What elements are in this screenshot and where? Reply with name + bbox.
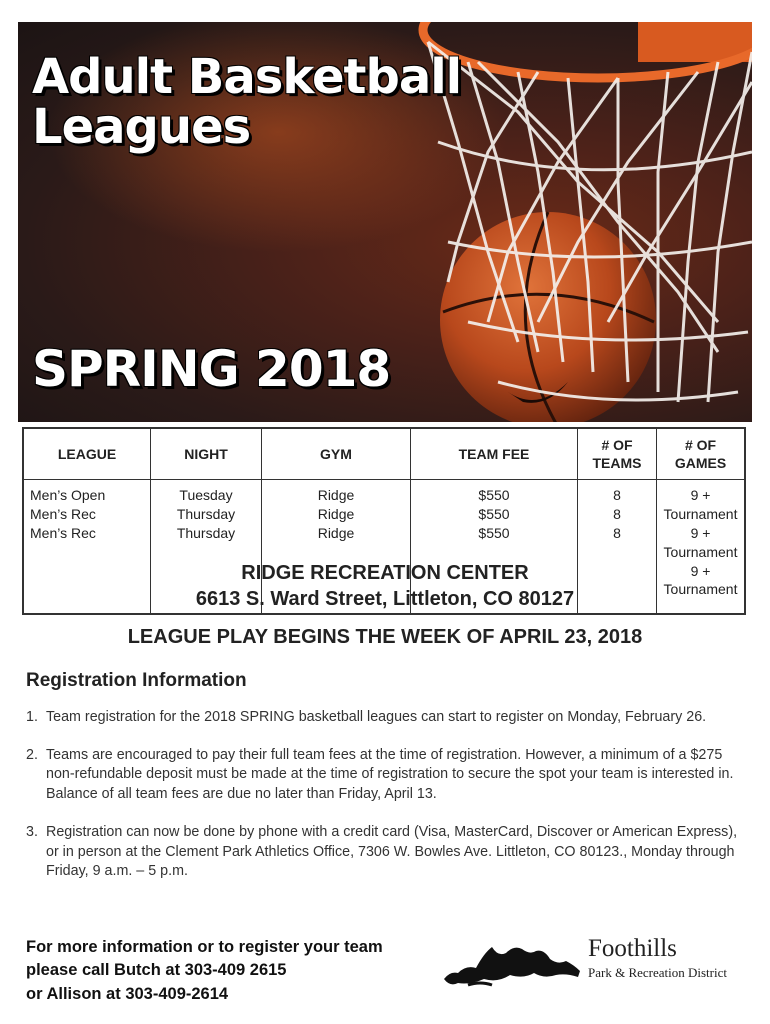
registration-list xyxy=(26,708,742,900)
teams-value: 8 xyxy=(613,487,621,503)
list-number: 3. xyxy=(26,823,38,840)
col-header-teams: # OF TEAMS xyxy=(578,428,657,480)
list-text: Team registration for the 2018 SPRING basketball leagues can start to register on Monday, February 26. xyxy=(46,709,707,725)
venue-name: RIDGE RECREATION CENTER xyxy=(241,562,529,584)
contact-line: For more information or to register your team xyxy=(26,938,383,956)
contact-phone-allison: or Allison at 303-409-2614 xyxy=(26,984,229,1003)
fee-value: $550 xyxy=(478,505,510,522)
contact-phone-butch: please call Butch at 303-409 2615 xyxy=(26,961,287,980)
mountain-brush-icon xyxy=(440,935,585,995)
list-item xyxy=(26,708,742,728)
list-number: 2. xyxy=(26,746,38,763)
page-title: Adult Basketball Leagues xyxy=(32,49,462,156)
logo-name: Foothills xyxy=(588,935,677,962)
games-value: 9 + Tournament xyxy=(663,524,738,560)
league-name: Men’s Rec xyxy=(30,505,96,522)
list-text: Teams are encouraged to pay their full team fees at the time of registration. However, a minimum of a $275 non-refundable deposit must be made at the time of registration to secure the spot your team is interested in. Balance of all team fees are due no later than Friday, April 13. xyxy=(46,746,734,803)
teams-value: 8 xyxy=(613,505,621,522)
venue-address: 6613 S. Ward Street, Littleton, CO 80127 xyxy=(195,588,575,610)
fee-value: $550 xyxy=(478,524,510,541)
list-item xyxy=(26,823,742,882)
hero-banner xyxy=(18,22,752,422)
contact-info xyxy=(26,936,383,1006)
col-header-league: LEAGUE xyxy=(23,428,151,480)
col-header-gym: GYM xyxy=(262,428,411,480)
list-text: Registration can now be done by phone with a credit card (Visa, MasterCard, Discover or American Express), or in person at the Clement Park Athletics Office, 7306 W. Bowles Ave. Littleton, CO 80123., Monday through Friday, 9 a.m. – 5 p.m. xyxy=(46,823,738,880)
league-name: Men’s Open xyxy=(30,487,106,503)
foothills-logo xyxy=(440,935,760,995)
col-header-team-fee: TEAM FEE xyxy=(411,428,578,480)
night-value: Thursday xyxy=(176,524,236,541)
list-item xyxy=(26,746,742,805)
games-value: 9 + Tournament xyxy=(663,487,738,522)
league-name: Men’s Rec xyxy=(30,524,96,541)
list-number: 1. xyxy=(26,709,38,725)
registration-heading: Registration Information xyxy=(26,670,247,691)
games-value: 9 + Tournament xyxy=(663,562,738,598)
logo-subtitle: Park & Recreation District xyxy=(588,965,727,980)
night-value: Tuesday xyxy=(179,487,233,503)
night-value: Thursday xyxy=(176,505,236,522)
col-header-games: # OF GAMES xyxy=(657,428,746,480)
gym-value: Ridge xyxy=(317,487,355,503)
table-header-row xyxy=(23,428,745,480)
gym-value: Ridge xyxy=(317,505,355,522)
season-title: SPRING 2018 xyxy=(32,340,391,398)
gym-value: Ridge xyxy=(317,524,355,541)
col-header-night: NIGHT xyxy=(151,428,262,480)
teams-value: 8 xyxy=(613,524,621,541)
fee-value: $550 xyxy=(478,487,510,503)
league-start: LEAGUE PLAY BEGINS THE WEEK OF APRIL 23, 2018 xyxy=(127,626,643,648)
